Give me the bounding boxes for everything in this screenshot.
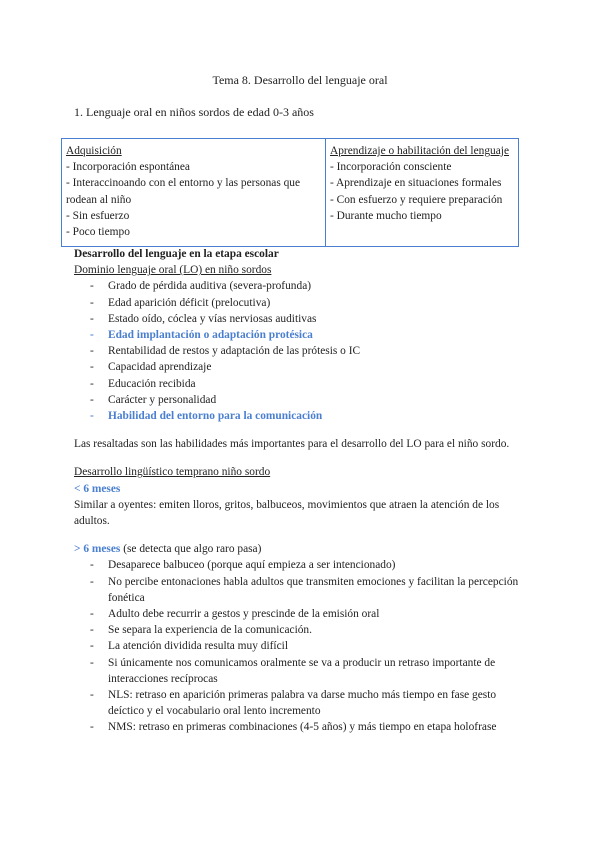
- learning-item: - Aprendizaje en situaciones formales: [330, 177, 502, 190]
- list-item: - Capacidad aprendizaje: [74, 359, 530, 375]
- list-item: - Adulto debe recurrir a gestos y prescinde de la emisión oral: [74, 606, 530, 622]
- list-item: - Edad aparición déficit (prelocutiva): [74, 295, 530, 311]
- list-item: - Se separa la experiencia de la comunicación.: [74, 622, 530, 638]
- over-6-months-note: (se detecta que algo raro pasa): [120, 543, 262, 556]
- acquisition-header: Adquisición: [66, 145, 122, 157]
- list-item: - Si únicamente nos comunicamos oralmente se va a producir un retraso importante de interacciones recíprocas: [74, 655, 530, 687]
- list-item: - Estado oído, cóclea y vías nerviosas auditivas: [74, 311, 530, 327]
- list-item: - NLS: retraso en aparición primeras palabra va darse mucho más tiempo en fase gesto deíctico y el vocabulario oral lento incremento: [74, 687, 530, 719]
- acquisition-item: - Poco tiempo: [66, 226, 130, 239]
- school-subheading: Dominio lenguaje oral (LO) en niño sordos: [74, 264, 272, 277]
- section-heading: 1. Lenguaje oral en niños sordos de edad 0-3 años: [74, 105, 314, 119]
- over-6-months-label: > 6 meses: [74, 543, 121, 556]
- list-item: - Carácter y personalidad: [74, 392, 530, 408]
- learning-header: Aprendizaje o habilitación del lenguaje: [330, 145, 510, 157]
- acquisition-cell: [62, 139, 326, 247]
- main-content: [74, 246, 530, 736]
- acquisition-item: - Sin esfuerzo: [66, 209, 130, 222]
- learning-item: - Durante mucho tiempo: [330, 209, 442, 222]
- factors-list: [74, 278, 530, 424]
- list-item: - NMS: retraso en primeras combinaciones (4-5 años) y más tiempo en etapa holofrase: [74, 719, 530, 735]
- learning-item: - Incorporación consciente: [330, 161, 452, 174]
- over-6-months-line: [74, 541, 530, 557]
- learning-item: - Con esfuerzo y requiere preparación: [330, 193, 503, 206]
- acquisition-item: - Interaccinoando con el entorno y las personas que rodean al niño: [66, 177, 301, 206]
- list-item: - Rentabilidad de restos y adaptación de las prótesis o IC: [74, 343, 530, 359]
- acquisition-item: - Incorporación espontánea: [66, 161, 190, 174]
- list-item: - La atención dividida resulta muy difícil: [74, 638, 530, 654]
- school-heading: Desarrollo del lenguaje en la etapa escolar: [74, 248, 279, 260]
- learning-cell: [326, 139, 519, 247]
- early-heading: Desarrollo lingüístico temprano niño sordo: [74, 466, 271, 479]
- document-title: Tema 8. Desarrollo del lenguaje oral: [212, 73, 388, 87]
- list-item: - Grado de pérdida auditiva (severa-profunda): [74, 278, 530, 294]
- list-item: - Educación recibida: [74, 376, 530, 392]
- list-item-highlighted: - Edad implantación o adaptación protésica: [74, 327, 530, 343]
- list-item-highlighted: - Habilidad del entorno para la comunicación: [74, 408, 530, 424]
- list-item: - Desaparece balbuceo (porque aquí empieza a ser intencionado): [74, 557, 530, 573]
- highlight-note: Las resaltadas son las habilidades más importantes para el desarrollo del LO para el niño sordo.: [74, 438, 510, 451]
- over-6-months-list: [74, 557, 530, 735]
- comparison-table: [61, 138, 519, 247]
- under-6-months-label: < 6 meses: [74, 482, 121, 495]
- list-item: - No percibe entonaciones habla adultos que transmiten emociones y facilitan la percepción fonética: [74, 574, 530, 606]
- under-6-months-text: Similar a oyentes: emiten lloros, gritos, balbuceos, movimientos que atraen la atención de los adultos.: [74, 498, 500, 528]
